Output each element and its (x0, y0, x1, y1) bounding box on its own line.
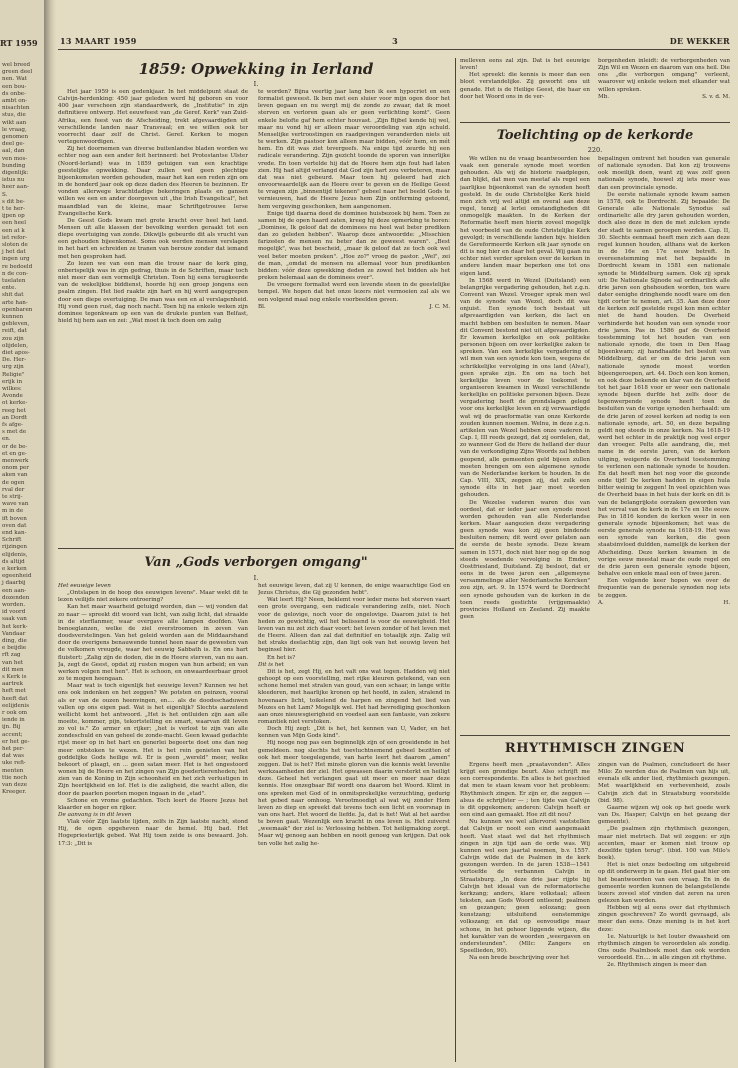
previous-page-fragment: digenlijk: (2, 170, 29, 176)
article4-column1 (460, 156, 590, 732)
paragraph: Enige tijd daarna deed de dominee huisbezoek bij hem. Toen ze samen bij de open haard zaten, kreeg hij deze opmerking te horen: „Dominee, Ik geloof dat de dominees nu heel wat beter prediken dan zo geleden hebben". Waarop deze antwoordde: „Misschien farizeëen de mensen nu beter dan ze geweest waren". „Best mogelijk", was het bescheid, „maar ik geloof dat ze toch ook wel veel beter moeten preken". „Hoe zo?" vroeg de pastor. „Wel", zei de man, „omdat de mensen nu allemaal voor hun predikanten bidden: vóór deze opwekking deden ze zowel het bidden als het preken helemaal aan de dominees over". (258, 210, 450, 282)
previous-page-fragment: rft zag (2, 652, 21, 659)
previous-page-fragment: re bedoeld (2, 263, 33, 270)
article5-column1 (460, 762, 590, 1062)
previous-page-fragment: reeg het (2, 407, 26, 414)
article-divider (460, 122, 730, 123)
paragraph: Hebben wij al eens over dat rhythmisch zingen geschreven? Zo wordt gevraagd, als meer dan eens. Onze mening is in het kort deze: (598, 905, 730, 933)
previous-page-fragment: Avonde (2, 393, 23, 400)
subheading: Het eeuwige leven (58, 583, 111, 589)
newspaper-name: DE WEKKER (669, 36, 730, 46)
previous-page-fragment: ding, die (2, 638, 27, 644)
previous-page-fragment: uke refi- (2, 760, 26, 767)
newspaper-page (58, 0, 734, 1068)
paragraph: Wat leert Hij? Neen, beklemt voor ieder mens het sterven vaart een grote overgang, een radicale verandering zelfs, niet. Noch voor de gelovige, noch voor de ongelovige. Daarom juist is het heden zo gewichtig, wil het belissend is voor de eeuwigheid. Het leven van nu zet zich daar voort: het leven zonder of het leven met de Heere. Alleen dan zal dat definitief en totaalijk zijn. Zalig wil het straks deelachtig zijn, dan ligt ook van het eeuwig leven het beginsel hier. (258, 597, 450, 654)
paragraph: Zo lezen we van een man die trouw naar de kerk ging, onberispelijk was in zijn gedrag, thuis in de Schriften, maar toch niet meer dan een vormelijk Christen. Toen hij eens terugkeerde van de wekelijkse biddienst, hoorde hij een groep jongens een psalm zingen. Het lied raakte zijn hart en hij werd aangegrepen door een diepe overtuiging. De man was een en al verslagenheid. Hij vond geen rust, dag noch nacht. Toen hij na enkele weken zijn dominee tegenkwam op een van de drukste punten van Belfast, hield hij hem aan en zei: „Wat moet ik toch doen om zalig (58, 260, 248, 324)
previous-page-fragment: ijn. Bij (2, 724, 21, 731)
previous-page-fragment: bunding (2, 162, 26, 169)
previous-page-header: RT 1959 (0, 38, 38, 48)
header-rule (58, 49, 730, 50)
previous-page-fragment: ente. (2, 285, 17, 292)
previous-page-fragment: elijdenis, (2, 551, 28, 558)
previous-page-fragment: j het dat (2, 249, 26, 256)
paragraph: Nu kunnen we wel allervorst vaststellen dat Calvijn er nooit een eind aangemaakt heeft. Vast staat wel dat het rhythmisch zingen in zijn tijd aan de orde was. Wij kunnen wel een jaartal noemen, b.v. 1557. Calvijn wilde dat de Psalmen in de kerk gezongen werden. In de jaren 1538—1541 vertoefde de verbannen Calvijn in Straatsburg. „In deze drie jaar rijpte bij Calvijn het ideaal van de reformatorische kerkzang; anders, klare volkstaal; alleen teksten, aan Gods Woord ontleend; psalmen en gezangen; geen solozang; geen kunstzang; uitsluitend eenstemmige volkszang; en dat op eenvoudige maar schone, in het gehoor liggende wijzen, die het karakter van de woorden „weergaven en ondersteunden". (Mllc: Zangers en Speellieden, 90). (460, 819, 590, 955)
issue-date: 13 MAART 1959 (60, 36, 137, 46)
previous-page-fragment: de ogen (2, 479, 25, 486)
previous-page-fragment: le vraag, (2, 126, 27, 133)
previous-page-fragment: e beijdie (2, 645, 27, 652)
previous-page-fragment: een at k (2, 227, 25, 234)
previous-page-fragment: j daarbij (2, 580, 26, 587)
paragraph: Het spreekt: die kennis is meer dan een bloot verstandelijke. Zij geworht ons uit genade. Het is de Heilige Geest, die haar en door het Woord ons in de ver- (460, 72, 590, 100)
previous-page-fragment: erijk in (2, 378, 23, 385)
paragraph: 2e. Rhythmisch zingen is meer dan (607, 962, 707, 969)
page-number: 3 (392, 36, 398, 46)
signature-right: S. v. d. M. (702, 93, 730, 100)
paragraph: Doch Hij zegt: „Dit is het, het kennen van U, Vader, en het kennen van Mijn Gods kind". (258, 726, 450, 740)
previous-page-fragment: een heel (2, 220, 27, 227)
previous-page-fragment: openbaren (2, 306, 33, 313)
paragraph: En het is? (267, 654, 296, 661)
paragraph: Kan het maar waarheid getuigd worden, dan — wij vonden dat zo naar — spreekt dit woord van licht, van zalig licht, dat straalde in de sterflanmer, waar overgave alle lampen doofden. Van benoeglanzen, welke de ziel overstroomen in zeven van doodsverstelingen. Van het geleid worden aan de Middaarshand door de overigens benauwende tunnel heen naar de gewesten van de volkomen vreugde, waar het eeuwig Sabbath is. En ons hart fluistert: „Zalig zijn de doden, die in de Heere sterven, van nu aan. Ja, zegt de Geest, opdat zij rusten mogen van hun arbeid; en van werken volgen met hen". Het is schoon, en onwaardeerbaar groot zo te mogen heengaan. (58, 604, 248, 683)
signature (258, 304, 450, 311)
previous-page-fragment: eelijdenis (2, 702, 30, 709)
previous-page-fragment: ift boven (2, 515, 27, 522)
paragraph: Dit is het, zegt Hij, en het valt ons wat tegen. Hadden wij niet gehoopt op een voorstelling, met rijke kleuren getekend, van een schone hemel met stralen van goud, van een schaar, in lange witte kleederen, met haarlijke kronen op het hoofd, in zalen, stralend in hovenaars licht, toikelend de harpen en zingend het lied van Mozes en het Lam? Mogelijk wel. Het had bevrediging geschonken aan onze nieuwsgierigheid en voedsel aan een fantasie, van zekere romantiek niet verstoken. (258, 668, 450, 725)
previous-page-fragment: gebleven, (2, 321, 30, 328)
signature-left: A. (598, 599, 604, 606)
previous-page-fragment: end kan- (2, 530, 27, 536)
previous-page-fragment: et en ge- (2, 450, 27, 457)
article4-column2 (598, 156, 730, 732)
previous-page-fragment: aartrek (2, 681, 23, 688)
previous-page-fragment: Schrift (2, 537, 22, 544)
paragraph: 1e. Natuurlijk is het louter dwaasheid om rhythmisch zingen te veroordelen als zondig. Ons oude Psalmboek moet dan ook worden veroordeeld. En.... in alle zingen zit rhythme. (598, 933, 730, 962)
paragraph: Ergens heeft men „praatavonden". Alles krijgt een grondige beurt. Also schrijft me een correspondente. En alles is het geschied dat men te staan kwam voor het probleem: Rhythmisch zingen. Er zijn er, die zeggen — alsus de schrijfster — ; ten tijde van Calvijn is dit opgekomen; anderen: Calvijn heeft er een eind aan gemaakt. Hoe zit dit nou? (460, 762, 590, 819)
previous-page-fragment: sloten de (2, 242, 28, 248)
previous-page-fragment: iet refor- (2, 234, 28, 241)
article-title: Toelichting op de kerkorde (496, 128, 694, 143)
paragraph: Schone en vrome gedachten. Toch leert de Heere Jezus het klaarder en hoger en rijker. (58, 797, 248, 811)
article1-column2 (258, 89, 450, 545)
subheading: Dit is het (258, 661, 284, 668)
previous-page-fragment: kunnen (2, 314, 24, 320)
previous-page-fragment: van deze (2, 782, 28, 788)
signature-right: H. (723, 599, 730, 606)
paragraph: borgenheden inleidt: de verborgenheden van Zijn Wil en Wezen en daarom van ons heil. Die ons „die verborgen omgang" verleent, waarover wij enkele weken met elkander wat willen spreken. (598, 58, 730, 93)
previous-page-fragment: or de be- (2, 443, 28, 450)
previous-page-fragment: oven dat (2, 522, 27, 529)
paragraph: Het is niet onze bedoeling om uitgebreid op dit onderwerp in te gaan. Het gaat hier om het beantwoorden van een vraag. En in de gemeente worden kunnen de belangstellende lezers zoveel stof vinden dat zeren na uren gelezen kan worden. (598, 862, 730, 904)
previous-page-fragment: en. (2, 436, 11, 443)
paragraph: Na een brede beschrijving over het (469, 955, 570, 962)
previous-page-fragment: iende in (2, 717, 25, 724)
previous-page-fragment: green deel (2, 69, 33, 76)
article-title: 1859: Opwekking in Ierland (138, 60, 374, 78)
previous-page-fragment: arte han- (2, 299, 28, 306)
article2-column2 (258, 583, 450, 1061)
paragraph: het eeuwige leven, dat zij U kennen, de enige waarachtige God en Jezus Christus, die Gij gezonden hebt". (258, 583, 450, 597)
previous-page-fragment: een aan- (2, 587, 27, 594)
previous-page-fragment: het kerk- (2, 623, 28, 630)
article3-column2 (598, 58, 730, 120)
previous-page-fragment: een bou- (2, 83, 27, 90)
previous-page-fragment: er het ge- (2, 738, 30, 745)
signature (598, 600, 730, 607)
previous-page-fragment: De. Her- (2, 357, 27, 364)
previous-page-fragment: aken van (2, 472, 28, 479)
previous-page-fragment: urg zijn (2, 364, 24, 371)
previous-page-fragment: accent; (2, 731, 23, 738)
previous-page-fragment: t te her- (2, 206, 25, 212)
previous-page-fragment: s Kerk is (2, 674, 27, 680)
previous-page-fragment: ot kerke- (2, 400, 28, 407)
previous-page-fragment: reift, dat (2, 328, 27, 335)
paragraph: Zij het doornemen van diverse buitenlandse bladen worden we echter nog aan een ander feit herinnerd: het Protestantse Ulster (Noord-Ierland) was in 1859 getuigen van een krachtige geestelijke opwekking. Daar zullen wel geen plechtige bijeenkomsten worden gehouden, maar het kan een reden zijn om in de honderd jaar ook op deze daden des Heeren te bezinnen. Er vonden allerwege krachtdadige bekeringen plaats en gansen willen we een en ander doorgeven uit „the Irish Evangelical", het maandblad van de kleine, maar Schriftgetrouwe Ierse Evangelische Kerk. (58, 146, 248, 217)
previous-page-fragment: wel breed (2, 62, 31, 68)
previous-page-fragment: wikt aan (2, 119, 27, 126)
previous-page-fragment: stus, die (2, 112, 26, 119)
previous-page-fragment: saak van (2, 616, 27, 623)
previous-page-fragment: istus nu (2, 177, 25, 184)
paragraph: „Ontslapen in de hoop des eeuwigen levens". Maar wekt dit te lezen veilijds niet zekere ontroering? (58, 590, 248, 604)
article3-column1 (460, 58, 590, 120)
paragraph: De eerste nationale synode kwam samen in 1578, ook te Dordrecht. Zij bepaalde: De Generale alle Nationale Synodus sal ordinarielic alle dry jaren gehouden worden, doch also deze in den de met zulcken synde der stadt te samen geroepen werden. Cap. II, 30. Slechts eenmaal heeft men zich aan deze regel kunnen houden, althans wat de kerken in de 16e en 17e eeuw betreft. In overeenstemming met het bepaalde in Dordrecht kwam in 1581 een nationale synode te Middelburg samen. Ook zij sprak uit: De Nationale Sijnode sal ordinarilick alle drie jaren een ghehouden worden, ten ware dater eenighe dringhende noodt ware om den tijdt corter te nemen, art. 35. Aan deze door de kerken zelf gestelde regel kon men echter niet de hand houden. De Overheid verhinderde het houden van een synode voor drie jaren. Pas in 1586 gaf de Overheid toestemming tot het houden van een nationale synode, die toen in Den Haag bijeenkwam; zij handhaafde het besluit van Middelburg, dat er om de drie jaren een nationale synode moest worden bijeengeroepen, art. 44. Doch een kon komen, en ook deze bekende en klar van de Overheid tot het jaar 1618 voor er weer een nationale synode bijeen durfde het zelfs door de tegenwerpende synode heeft toen de besluiten van de vorige synoden herhaald: um de drie jaren of zowel kerken ad nodig is een nationale synode, art. 50, en deze bepaling geldt nog steeds in onze kerken. Na 1618-19 werd het echter in de praktijk nog veel erger dan vroeger. Pelts alle aandrang, die, met name in de eerste jaren, van de kerken uitging, weigerde de Overheid toestemming te verlenen een nationale synode te houden. En dat heeft men het nog voor die gezonde onde tijd! De kerken hadden in eigen hula bitter weinig te zeggen! In veel opzichten was de Overheid baas in het huis der kerk en dit is van de belangrijkste oorzaken geworden van het verval van de kerk in de 17e en 18e eeuw. Pas in 1816 konden de kerken weer in een generale synode bijeenkomen; het was de eerste generale synode na 1618-19. Het was een synode van kerken, die geen staatsinvloed duldden, namelijk de kerken der Afscheiding. Deze kerken kwamen in de vorige eeuw meestal maar de oude regel om de drie jaren een generale synode bijeen, behalve een enkele maal een of twee jaren. (598, 191, 730, 578)
previous-page-fragment: diet apos- (2, 350, 30, 356)
previous-page-fragment: rval der (2, 486, 25, 493)
paragraph: melleven eens zal zijn. Dat is het eeuwige leven! (460, 58, 590, 72)
paragraph: „De psalmen zijn rhythmisch gezongen, maar niet metrisch. Dat wil zeggen: er zijn accenten, maar er komen niet trouw op dezelfde tijden terug". (ibid. 100 van Milo's boek). (598, 826, 730, 862)
previous-page-fragment: van het (2, 659, 24, 666)
previous-page-fragment: egeenheid (2, 573, 32, 580)
previous-page-fragment: menwerk (2, 458, 29, 464)
article1-column1 (58, 89, 248, 545)
paragraph: De Geest Gods kwam met grote kracht over heel het land. Mensen uit alle klassen der bevolking werden geraakt tot een diepe overtuiging van zonde. Dikwijls gebeurde dit als vrucht van een gehouden bijeenkomst. Soms ook werden mensen verslagen in het hart en schreiden ze tranen van berouw zonder dat iemand met hen gesproken had. (58, 217, 248, 260)
previous-page-fragment: e kerken (2, 566, 27, 572)
paragraph: Vlak vóór Zijn laatste lijden, zelfs in Zijn laatste nacht, stond Hij, de ogen opgeheven naar de hemel. Hij bad. Het Hogepriesterlijk gebed. Wat Hij toen zeide is ons bewaard. Joh. 17:3: „Dit is (58, 819, 248, 847)
paragraph: De vroegere formalist werd een levende steen in de geestelijke tempel. We hopen dat het onze lezers niet vermoeien zal als we een volgend maal nog enkele voorbeelden geven. (258, 282, 450, 303)
previous-page-fragment: olijdelen, (2, 342, 29, 349)
previous-page-fragment: ttie noch (2, 774, 28, 781)
article-number: I. (253, 80, 259, 88)
previous-page-fragment: heeft dat (2, 695, 28, 702)
previous-page-fragment: s dit be- (2, 198, 25, 205)
previous-page-fragment: het per- (2, 746, 25, 752)
article-number: 220. (587, 146, 603, 154)
previous-page-fragment: heft met (2, 688, 26, 695)
paragraph: In 1568 werd in Wezel (Duitsland) een belangrijke vergadering gehouden, het z.g.n. Convent van Wezel. Vroeger sprak men wel van de synode van Wezel, doch dit was onjuist. Een synode toch bestaat uit afgevaardigden van kerken, die lact en macht hebben om besluiten te nemen. Maar dit Convent bestond niet uit afgevaardigden. Er kwamen kerkelijke en ook politieke personen bijeen om over kerkelijke zaken te spreken. Van een kerkelijke vergadering of wil men van een synode kon toen, wegens de schrikkelijke vervolging in ons land (Alva!), geen sprake zijn. En om na toch het kerkelijke leven voor de toekomst te organiseren kwamen in Wezel verschillende kerkelijke en politieke personen bijeen. Deze vergadering heeft de grondslagen gelegd voor ons kerkelijke leven en zij verwaardigde wat wij de praeformatie van onze Kerkorde zouden kunnen noemen. Welnu, in deze z.g.n. artikelen van Wezel hebben onze vaderen in Cap. I, III reeds gezegd, dat zij oordelen, dat, zo wanneer God de Here de helland der duur van de verkondiging Zijns Woords zal hebben geopend, alle gemeenten geld bijeen zullen moeten brengen om een algemene synode van de Nederlandse kerken te houden. In de Cap. VIII, XIX, zeggen zij, dat zulk een synode élts in het jaar moet worden gehouden. (460, 277, 590, 499)
paragraph: De Wezelse vaderen waren dus van oordeel, dat er ieder jaar een synode moet worden gehouden van alle Nederlandse kerken. Maar aangezien deze vergadering geen synode was kon zij geen bindende besluiten nemen; dit werd over gelaten aan de eerste de beste synode. Deze kwam samen in 1571, doch niet hier nog op de nog steeds woedende vervolging in Emden, Oostfriesland, Duitsland. Zij besloot, dat er eens in de twee jaren een „allgemeyne versammelinge aller Nederlantsche Kercken" zou zijn, art. 9. In 1574 werd te Dordrecht een synode gehouden van de kerken in de toen reeds gestichte (vrijgemaakte) provincies Holland en Zeeland. Zij maakte geen (460, 499, 590, 620)
page-header (60, 36, 730, 48)
previous-page-fragment: onom per (2, 465, 29, 472)
paragraph: zingen van de Psalmen, concludeert de heer Milo: Zo werden dus de Psalmen van hijs uit, evenals elk ander lied, rhythmisch gezongen. Met waarlijkheid en verhevenheid, zoals Calvijn zich dat in Straatsburg voorstelde (bid. 98). (598, 762, 730, 804)
paragraph: te worden? Bijna veertig jaar lang ben ik een hypocriet en een formalist geweest. Ik ben met een sluier voor mijn ogen door het leven gegaan en nu wergt mij de zonde zo zwaar, dat ik moet sterven en verloren gaan als er geen verlichting komt". Geen enkele belofte gaf hem echter houvast. „Zijn Bijbel kende hij wel, maar nu vond hij er alleen maar veroordeling van zijn schuld. Menselijke vertroostingen en raadgevingen veranderden niets uit te werken. Zijn pastoor kon alleen maar bidden, vóór hem, en mét hem. En dit was ziet tevergeefs. Na enige tijd zeurde hij een radicale verandering. Zijn gezicht toonde de sporen van innerlijke vrede. En toen vertelde hij dat de Heere hem zijn fout had laten zien. Hij had altijd verlangd dat God zijn hart zou verbeteren, maar dat was niet gebeurd. Maar toen hij geleerd had zich onvoorwaardelijk aan de Heere over te geven en de Heilige Geest te vragen zijn „binnentijd tekenen" gebeel naar het beeld Gods te vernieuwen, had de Heere Jezus hem Zijn ontferming getoond, hem vergeving geschonken, hem aangenomen. (258, 89, 450, 210)
paragraph: Hij nooge nog pas een beginnelijk zijn of een groeidende in het gemeldeen. nog slechts het toevluchtnemend gebeel bezitten of ook het meer toegelegende, van harte leert het daarom „amen" zeggen. Dat is het? Het minste gloren van die kennis wekt levenlie werkzaamheden der ziel. Het opwassen daarin versterkt en heiligt deze. Geheel het verlangen gaat uit meer en meer naar deze kennis. Hoe onzegbaar Bif wordt ons daarom het Woord. Klimt in ons spreken met God of in onmitsprekelijke verzuchting, gedurig het gebed naar omhoog. Verootmoedigt al wat wij zonder Hem leven zo diep en spreekt dat tevens toch een licht en voorsnap in van ons hart. Het woord de liefde. Ja, dat is het! Wat al het aardse te boven gaat. Wezenlijk een kracht in ons leven is. Het zuiverst „weemaak" der ziel is: Verlossing hebben. Tot heiligmaking zorgt. Maar wij genoeg aan hebben en nooit genoeg van krijgen. Dat ook ten volle het zalig he- (258, 740, 450, 847)
article-divider (58, 548, 454, 549)
previous-page-fragment: m in de (2, 508, 24, 515)
previous-page-fragment: ds altijd (2, 558, 25, 565)
previous-page-fragment: n de con- (2, 270, 29, 277)
previous-page-fragment: ven mos- (2, 155, 28, 162)
previous-page-fragment: S. (2, 191, 8, 198)
previous-page-fragment: worden. (2, 602, 26, 608)
signature-left: Mb. (598, 93, 610, 100)
article-number: I. (253, 574, 259, 582)
previous-page-fragment: wave van (2, 501, 29, 508)
previous-page-fragment: an Dordt (2, 414, 28, 421)
page-gutter (44, 0, 56, 1068)
paragraph: Een volgende keer hopen we over de frequentie van de generale synoden nog iets te zeggen. (598, 578, 730, 599)
paragraph: Gaarne wijzen wij ook op het goede werk van Ds. Hasper; Calvijn en het gezang der gemeente). (598, 804, 730, 826)
previous-page-fragment: nisachten (2, 105, 30, 112)
previous-page-fragment: deel ge- (2, 141, 25, 148)
signature-right: J. C. M. (429, 303, 450, 310)
article-divider (460, 735, 730, 736)
previous-page-fragment: heer aan- (2, 184, 29, 191)
previous-page-fragment: shit dat (2, 292, 24, 299)
previous-page-fragment: Religie" (2, 371, 25, 378)
signature-left: Bl. (258, 303, 266, 310)
previous-page-fragment: s met de (2, 429, 27, 436)
previous-page-fragment: ingen urg (2, 256, 30, 263)
article5-column2 (598, 762, 730, 1062)
previous-page-fragment: wilkes: (2, 386, 22, 392)
previous-page-fragment: Kreeger. (2, 789, 27, 796)
previous-page-fragment: ijpen op (2, 213, 25, 220)
paragraph: Maar wat is toch eigenlijk het eeuwige leven? Kunnen we het ons ook indenken en het zeggen? We potsten en peinzen, vooral als er van de ouzen heenvingen, en.... als de doodsschaduwen vallen op ons eigen pad. Wat is het eigenlijk? Slechts aarzelend wellicht komt het antwoord. „Het is het ontluiden zijn aan alle moeite, kommer, pijn, tekortstelling en smart, waarvan dit leven zo vol is." Zo armer en rijker; „het is verlost te zijn van alle zondeschuld en van geheel de zonde-macht. Geen kwaad gedachte rijst meer op in het hart en generlei begeerte doet ons dan nog meer ontstoken te wezen. Het is het rein genieten van het goddelijke Gods heilige wil. Er is geen „wereld" meer, welke bekoort of plaagt, en ... geen satan meer. Het is het ongestoord wonen bij de Heere en het zingen van Zijn goedertierenheden; het zien van de Koning in Zijn schoonheid en het zich verlustigen in Zijn heerlijkheid en lof. Het is die zaligheid, die wacht allen, die door de paarlen poorten mogen ingaan in de „stad". (58, 683, 248, 797)
previous-page-fragment: menten (2, 767, 24, 774)
previous-page-fragment: tuelaten (2, 278, 26, 284)
subheading: De aanvang is in dit leven (58, 812, 132, 818)
previous-page-fragment: nen. Wat (2, 76, 27, 83)
previous-page-fragment: dit men (2, 666, 24, 673)
previous-page-fragment: dozenden (2, 594, 30, 601)
article2-column1 (58, 583, 248, 1061)
previous-page-fragment: zou zijn (2, 335, 24, 342)
previous-page-fragment: aal, dan (2, 148, 25, 155)
article-title: RHYTHMISCH ZINGEN (504, 741, 686, 756)
paragraph: Het jaar 1959 is een gedenkjaar. In het middelpunt staat de Calvijn-herdenking: 450 jaar geleden werd hij geboren en voor 400 jaar verscheen zijn standaardwerk, de „Institutie" in zijn definitieve ontwerp. Het eeuwfeest van „de Geref. Kerk" van Zuid-Afrika, een feest van de Afscheiding, trekt afgevaardigden uit verschillende landen naar Transvaal; en we willen ook ter voorrecht daar zelf de Christ. Geref. Kerken te mogen vertegenwoordigen. (58, 89, 248, 146)
column-rule (455, 58, 456, 1062)
previous-page-fragment: te strij- (2, 494, 23, 500)
previous-page-fragment: dat was (2, 753, 24, 760)
paragraph: We willen nu de vraag beantwoorden hoe vaak een generale synode moet worden gehouden. Als wij de historie raadplegen, dan blijkt, dat men van meetaf als regel een jaarlijkse bijeenkomst van de synoden heeft gesteld. In de oude Christelijke Kerk hield men zich vrij wel altijd en overal aan deze regel, tenzij al lerlei omstandigheden dit onmogelijk maakten. In de Kerken der Reformatie heeft men hierin zoveel mogelijk het voorbeeld van de oude Christelijke Kerk gevolgd; in verschillende landen bijv. hielden de Gereformeerde Kerken elk jaar synode en dit is nog hier en daar het geval. Wij gaan nu echter niet verder spreken over de kerken in andere landen maar beperken one tot ons eigen land. (460, 156, 590, 277)
previous-page-fragment: rijzingen (2, 544, 28, 551)
previous-page-edge (0, 0, 46, 1068)
previous-page-fragment: id voord (2, 609, 26, 616)
previous-page-fragment: ds onbe- (2, 90, 26, 97)
signature (598, 94, 730, 101)
previous-page-fragment: genomen (2, 134, 29, 140)
previous-page-fragment: Vandaar (2, 630, 26, 637)
previous-page-fragment: ambt on- (2, 98, 28, 104)
paragraph: bepalingen omtrent het houden van generale of nationale synoden. Dat kon zij trouwens ook moeilijk doen, want zij was zelf geen nationale synode, hoewel zij iets meer was dan een provinciale synode. (598, 156, 730, 191)
previous-page-fragment: r ook om (2, 710, 28, 716)
article-title: Van „Gods verborgen omgang" (144, 555, 368, 570)
previous-page-fragment: fs afge- (2, 422, 23, 428)
